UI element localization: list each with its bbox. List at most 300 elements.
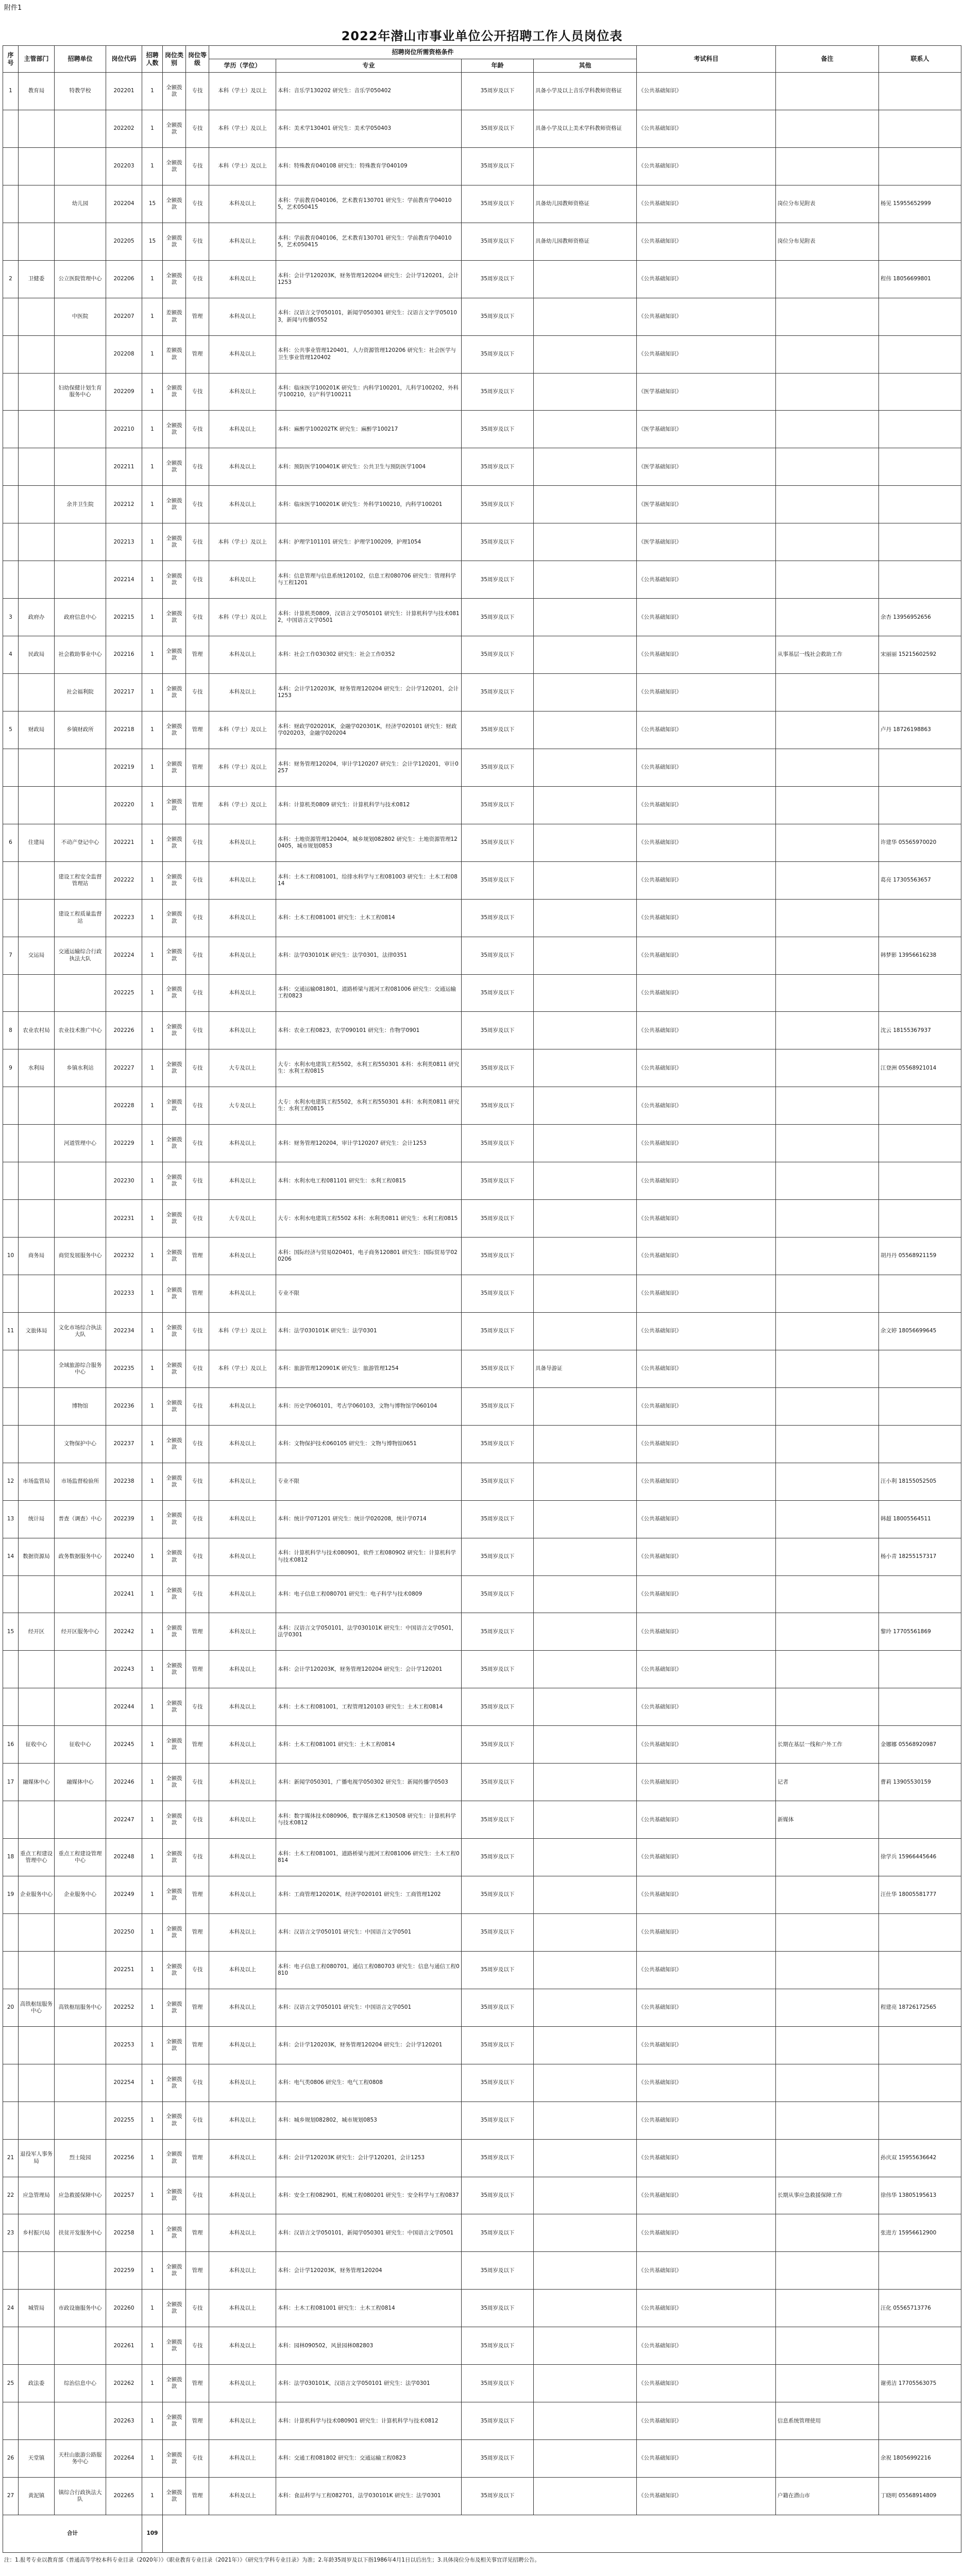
cell-code: 202241 bbox=[106, 1575, 142, 1613]
cell-edu: 本科及以上 bbox=[209, 1500, 276, 1538]
cell-other bbox=[534, 2327, 637, 2365]
cell-type: 全额拨款 bbox=[163, 1913, 186, 1951]
cell-seq bbox=[3, 147, 19, 185]
cell-edu: 本科及以上 bbox=[209, 1801, 276, 1839]
cell-level: 专技 bbox=[186, 1688, 209, 1726]
cell-other bbox=[534, 1125, 637, 1162]
cell-contact: 程建亮 18726172565 bbox=[879, 1989, 961, 2026]
cell-unit: 应急救援保障中心 bbox=[55, 2177, 106, 2214]
cell-seq bbox=[3, 974, 19, 1012]
cell-contact bbox=[879, 486, 961, 523]
cell-level: 专技 bbox=[186, 523, 209, 561]
cell-age: 35周岁及以下 bbox=[462, 2478, 534, 2515]
cell-other bbox=[534, 1275, 637, 1313]
cell-level: 管理 bbox=[186, 2214, 209, 2252]
cell-contact bbox=[879, 1387, 961, 1425]
cell-remark bbox=[776, 1989, 879, 2026]
cell-edu: 本科及以上 bbox=[209, 2252, 276, 2290]
cell-num: 1 bbox=[142, 861, 163, 899]
cell-edu: 大专及以上 bbox=[209, 1087, 276, 1125]
table-row bbox=[3, 147, 961, 185]
cell-type: 全额拨款 bbox=[163, 1651, 186, 1688]
cell-age: 35周岁及以下 bbox=[462, 1726, 534, 1764]
cell-seq: 16 bbox=[3, 1726, 19, 1764]
cell-level: 专技 bbox=[186, 1463, 209, 1500]
cell-edu: 本科及以上 bbox=[209, 561, 276, 599]
cell-age: 35周岁及以下 bbox=[462, 1764, 534, 1801]
cell-type: 全额拨款 bbox=[163, 373, 186, 411]
table-row bbox=[3, 2290, 961, 2327]
cell-edu: 本科（学士）及以上 bbox=[209, 599, 276, 636]
cell-contact: 葛亮 17305563657 bbox=[879, 861, 961, 899]
cell-contact: 宋丽丽 15215602592 bbox=[879, 636, 961, 674]
cell-seq: 14 bbox=[3, 1538, 19, 1575]
cell-exam: 《公共基础知识》 bbox=[637, 2252, 776, 2290]
header-contact: 联系人 bbox=[879, 46, 961, 73]
cell-edu: 本科及以上 bbox=[209, 1125, 276, 1162]
cell-exam: 《公共基础知识》 bbox=[637, 2214, 776, 2252]
cell-level: 专技 bbox=[186, 861, 209, 899]
cell-dept: 城管局 bbox=[19, 2290, 55, 2327]
cell-code: 202262 bbox=[106, 2365, 142, 2402]
cell-other bbox=[534, 2402, 637, 2440]
cell-other bbox=[534, 1764, 637, 1801]
cell-seq: 17 bbox=[3, 1764, 19, 1801]
cell-seq: 8 bbox=[3, 1012, 19, 1049]
cell-exam: 《公共基础知识》 bbox=[637, 1275, 776, 1313]
cell-contact bbox=[879, 2026, 961, 2064]
cell-dept bbox=[19, 110, 55, 147]
cell-num: 1 bbox=[142, 1275, 163, 1313]
cell-contact: 余祝 18056992216 bbox=[879, 2440, 961, 2478]
table-row bbox=[3, 1275, 961, 1313]
cell-exam: 《公共基础知识》 bbox=[637, 1200, 776, 1238]
cell-dept bbox=[19, 2327, 55, 2365]
cell-dept: 企业服务中心 bbox=[19, 1876, 55, 1914]
cell-remark bbox=[776, 1012, 879, 1049]
cell-dept bbox=[19, 1275, 55, 1313]
cell-remark bbox=[776, 147, 879, 185]
table-row bbox=[3, 185, 961, 223]
cell-other bbox=[534, 786, 637, 824]
cell-code: 202217 bbox=[106, 674, 142, 711]
header-num: 招聘人数 bbox=[142, 46, 163, 73]
cell-remark bbox=[776, 674, 879, 711]
cell-code: 202234 bbox=[106, 1312, 142, 1350]
cell-other bbox=[534, 599, 637, 636]
cell-unit bbox=[55, 2252, 106, 2290]
cell-other bbox=[534, 2214, 637, 2252]
cell-num: 1 bbox=[142, 824, 163, 861]
cell-major: 专业不限 bbox=[276, 1275, 462, 1313]
cell-remark bbox=[776, 2064, 879, 2102]
page-title: 2022年潜山市事业单位公开招聘工作人员岗位表 bbox=[341, 29, 623, 43]
cell-type: 全额拨款 bbox=[163, 711, 186, 749]
cell-major: 本科：学前教育040106，艺术教育130701 研究生：学前教育学040105，艺术050415 bbox=[276, 185, 462, 223]
cell-exam: 《公共基础知识》 bbox=[637, 749, 776, 786]
cell-type: 全额拨款 bbox=[163, 147, 186, 185]
cell-unit bbox=[55, 749, 106, 786]
cell-remark bbox=[776, 2290, 879, 2327]
cell-type: 全额拨款 bbox=[163, 1764, 186, 1801]
cell-other bbox=[534, 523, 637, 561]
cell-other: 具备幼儿园教师资格证 bbox=[534, 223, 637, 260]
cell-code: 202233 bbox=[106, 1275, 142, 1313]
cell-code: 202206 bbox=[106, 260, 142, 298]
cell-type: 全额拨款 bbox=[163, 223, 186, 260]
cell-seq: 11 bbox=[3, 1312, 19, 1350]
cell-edu: 本科及以上 bbox=[209, 1913, 276, 1951]
cell-type: 差额拨款 bbox=[163, 335, 186, 373]
cell-seq: 15 bbox=[3, 1613, 19, 1651]
cell-age: 35周岁及以下 bbox=[462, 448, 534, 486]
cell-level: 专技 bbox=[186, 1162, 209, 1200]
cell-contact bbox=[879, 1350, 961, 1387]
cell-level: 专技 bbox=[186, 1425, 209, 1463]
cell-exam: 《公共基础知识》 bbox=[637, 1801, 776, 1839]
cell-level: 专技 bbox=[186, 1200, 209, 1238]
cell-code: 202247 bbox=[106, 1801, 142, 1839]
cell-dept: 数据资源局 bbox=[19, 1538, 55, 1575]
cell-unit bbox=[55, 1951, 106, 1989]
cell-age: 35周岁及以下 bbox=[462, 2327, 534, 2365]
cell-seq bbox=[3, 2252, 19, 2290]
cell-contact bbox=[879, 1200, 961, 1238]
cell-age: 35周岁及以下 bbox=[462, 1275, 534, 1313]
cell-level: 管理 bbox=[186, 1651, 209, 1688]
cell-seq bbox=[3, 1087, 19, 1125]
cell-unit: 社会福利院 bbox=[55, 674, 106, 711]
cell-exam: 《公共基础知识》 bbox=[637, 298, 776, 335]
cell-seq bbox=[3, 861, 19, 899]
cell-other bbox=[534, 147, 637, 185]
cell-code: 202221 bbox=[106, 824, 142, 861]
cell-edu: 本科及以上 bbox=[209, 1575, 276, 1613]
cell-contact bbox=[879, 1275, 961, 1313]
cell-other bbox=[534, 298, 637, 335]
cell-dept: 水利局 bbox=[19, 1049, 55, 1087]
cell-code: 202265 bbox=[106, 2478, 142, 2515]
cell-contact: 徐学兵 15966445646 bbox=[879, 1839, 961, 1876]
cell-edu: 本科及以上 bbox=[209, 1012, 276, 1049]
table-row bbox=[3, 674, 961, 711]
cell-type: 全额拨款 bbox=[163, 1087, 186, 1125]
table-row bbox=[3, 1726, 961, 1764]
cell-exam: 《公共基础知识》 bbox=[637, 1387, 776, 1425]
cell-level: 专技 bbox=[186, 411, 209, 448]
cell-type: 全额拨款 bbox=[163, 1801, 186, 1839]
cell-unit: 建设工程质量监督站 bbox=[55, 899, 106, 937]
cell-seq: 26 bbox=[3, 2440, 19, 2478]
cell-seq bbox=[3, 1651, 19, 1688]
cell-edu: 本科及以上 bbox=[209, 185, 276, 223]
cell-seq bbox=[3, 1688, 19, 1726]
cell-contact: 杨小青 18255157317 bbox=[879, 1538, 961, 1575]
cell-major: 本科：计算机科学与技术080901 研究生：计算机科学与技术0812 bbox=[276, 2402, 462, 2440]
cell-exam: 《公共基础知识》 bbox=[637, 861, 776, 899]
cell-level: 管理 bbox=[186, 636, 209, 674]
table-row bbox=[3, 2440, 961, 2478]
cell-code: 202257 bbox=[106, 2177, 142, 2214]
cell-remark bbox=[776, 1651, 879, 1688]
table-row bbox=[3, 1350, 961, 1387]
cell-unit bbox=[55, 1087, 106, 1125]
cell-type: 全额拨款 bbox=[163, 2026, 186, 2064]
cell-unit bbox=[55, 1575, 106, 1613]
cell-age: 35周岁及以下 bbox=[462, 1651, 534, 1688]
cell-age: 35周岁及以下 bbox=[462, 1688, 534, 1726]
cell-age: 35周岁及以下 bbox=[462, 1801, 534, 1839]
cell-code: 202254 bbox=[106, 2064, 142, 2102]
cell-age: 35周岁及以下 bbox=[462, 260, 534, 298]
cell-other bbox=[534, 1200, 637, 1238]
cell-seq bbox=[3, 1425, 19, 1463]
cell-age: 35周岁及以下 bbox=[462, 1839, 534, 1876]
cell-seq bbox=[3, 2102, 19, 2139]
cell-contact: 金娜娜 05568920987 bbox=[879, 1726, 961, 1764]
cell-code: 202219 bbox=[106, 749, 142, 786]
cell-code: 202229 bbox=[106, 1125, 142, 1162]
table-row bbox=[3, 2177, 961, 2214]
cell-exam: 《公共基础知识》 bbox=[637, 1162, 776, 1200]
cell-type: 全额拨款 bbox=[163, 674, 186, 711]
table-row bbox=[3, 110, 961, 147]
cell-edu: 本科及以上 bbox=[209, 2440, 276, 2478]
cell-level: 专技 bbox=[186, 1538, 209, 1575]
cell-major: 大专：水利水电建筑工程5502，水利工程550301 本科：水利类0811 研究生：水利工程0815 bbox=[276, 1049, 462, 1087]
table-row bbox=[3, 786, 961, 824]
cell-remark: 长期在基层一线和户外工作 bbox=[776, 1726, 879, 1764]
cell-code: 202260 bbox=[106, 2290, 142, 2327]
cell-exam: 《公共基础知识》 bbox=[637, 335, 776, 373]
cell-num: 1 bbox=[142, 1764, 163, 1801]
cell-level: 专技 bbox=[186, 937, 209, 974]
cell-major: 本科：财政学020201K，金融学020301K，经济学020101 研究生：财政学020203，金融学020204 bbox=[276, 711, 462, 749]
cell-exam: 《公共基础知识》 bbox=[637, 1839, 776, 1876]
cell-code: 202238 bbox=[106, 1463, 142, 1500]
cell-exam: 《公共基础知识》 bbox=[637, 2026, 776, 2064]
cell-major: 本科：国际经济与贸易020401，电子商务120801 研究生：国际贸易学020206 bbox=[276, 1238, 462, 1275]
cell-contact bbox=[879, 223, 961, 260]
cell-remark bbox=[776, 1500, 879, 1538]
cell-age: 35周岁及以下 bbox=[462, 486, 534, 523]
cell-contact: 江登洲 05568921014 bbox=[879, 1049, 961, 1087]
cell-age: 35周岁及以下 bbox=[462, 2214, 534, 2252]
cell-seq: 9 bbox=[3, 1049, 19, 1087]
cell-contact bbox=[879, 674, 961, 711]
cell-major: 本科：土木工程081001，工程管理120103 研究生：土木工程0814 bbox=[276, 1688, 462, 1726]
cell-type: 全额拨款 bbox=[163, 1575, 186, 1613]
cell-other bbox=[534, 899, 637, 937]
cell-unit: 幼儿园 bbox=[55, 185, 106, 223]
cell-other bbox=[534, 1049, 637, 1087]
cell-age: 35周岁及以下 bbox=[462, 1087, 534, 1125]
cell-remark bbox=[776, 486, 879, 523]
cell-level: 专技 bbox=[186, 486, 209, 523]
cell-dept: 高铁枢纽服务中心 bbox=[19, 1989, 55, 2026]
cell-code: 202205 bbox=[106, 223, 142, 260]
table-row bbox=[3, 561, 961, 599]
cell-remark bbox=[776, 2102, 879, 2139]
cell-edu: 本科及以上 bbox=[209, 974, 276, 1012]
cell-level: 专技 bbox=[186, 1312, 209, 1350]
cell-other bbox=[534, 674, 637, 711]
cell-num: 1 bbox=[142, 335, 163, 373]
table-row bbox=[3, 2365, 961, 2402]
cell-other bbox=[534, 2177, 637, 2214]
cell-major: 本科：农业工程0823，农学090101 研究生：作物学0901 bbox=[276, 1012, 462, 1049]
cell-level: 专技 bbox=[186, 1012, 209, 1049]
cell-other bbox=[534, 2102, 637, 2139]
cell-age: 35周岁及以下 bbox=[462, 711, 534, 749]
cell-contact bbox=[879, 749, 961, 786]
cell-seq bbox=[3, 1200, 19, 1238]
cell-num: 1 bbox=[142, 2252, 163, 2290]
table-row bbox=[3, 1500, 961, 1538]
cell-remark bbox=[776, 899, 879, 937]
cell-type: 全额拨款 bbox=[163, 2252, 186, 2290]
cell-unit bbox=[55, 786, 106, 824]
cell-unit bbox=[55, 1275, 106, 1313]
table-row bbox=[3, 73, 961, 110]
cell-major: 本科：土木工程081001，给排水科学与工程081003 研究生：土木工程0814 bbox=[276, 861, 462, 899]
cell-level: 管理 bbox=[186, 335, 209, 373]
cell-remark: 长期从事应急救援保障工作 bbox=[776, 2177, 879, 2214]
cell-major: 本科：汉语言文学050101，法学030101K 研究生：中国语言文学0501，法学0301 bbox=[276, 1613, 462, 1651]
cell-dept bbox=[19, 561, 55, 599]
table-row bbox=[3, 599, 961, 636]
cell-unit: 不动产登记中心 bbox=[55, 824, 106, 861]
cell-seq bbox=[3, 486, 19, 523]
cell-other bbox=[534, 1726, 637, 1764]
cell-type: 全额拨款 bbox=[163, 1463, 186, 1500]
cell-unit: 建设工程安全监督管理站 bbox=[55, 861, 106, 899]
cell-type: 全额拨款 bbox=[163, 599, 186, 636]
cell-dept: 黄泥镇 bbox=[19, 2478, 55, 2515]
cell-type: 全额拨款 bbox=[163, 2402, 186, 2440]
cell-edu: 本科及以上 bbox=[209, 2365, 276, 2402]
cell-level: 专技 bbox=[186, 2177, 209, 2214]
cell-other bbox=[534, 824, 637, 861]
cell-exam: 《公共基础知识》 bbox=[637, 1538, 776, 1575]
table-row bbox=[3, 2139, 961, 2177]
positions-table bbox=[3, 45, 961, 2553]
cell-edu: 本科（学士）及以上 bbox=[209, 147, 276, 185]
table-row bbox=[3, 1238, 961, 1275]
cell-major: 本科：安全工程082901，机械工程080201 研究生：安全科学与工程0837 bbox=[276, 2177, 462, 2214]
header-unit: 招聘单位 bbox=[55, 46, 106, 73]
cell-exam: 《公共基础知识》 bbox=[637, 2139, 776, 2177]
cell-contact bbox=[879, 1575, 961, 1613]
cell-remark bbox=[776, 2252, 879, 2290]
cell-exam: 《公共基础知识》 bbox=[637, 1989, 776, 2026]
cell-num: 1 bbox=[142, 974, 163, 1012]
cell-dept: 文旅体局 bbox=[19, 1312, 55, 1350]
cell-dept bbox=[19, 2402, 55, 2440]
cell-other bbox=[534, 2252, 637, 2290]
cell-unit bbox=[55, 974, 106, 1012]
cell-age: 35周岁及以下 bbox=[462, 1913, 534, 1951]
cell-age: 35周岁及以下 bbox=[462, 1387, 534, 1425]
cell-other bbox=[534, 2478, 637, 2515]
cell-type: 全额拨款 bbox=[163, 1162, 186, 1200]
cell-type: 全额拨款 bbox=[163, 1839, 186, 1876]
cell-contact: 汪仕华 18005581777 bbox=[879, 1876, 961, 1914]
cell-num: 1 bbox=[142, 674, 163, 711]
cell-seq bbox=[3, 786, 19, 824]
cell-age: 35周岁及以下 bbox=[462, 861, 534, 899]
cell-edu: 本科及以上 bbox=[209, 2102, 276, 2139]
cell-exam: 《公共基础知识》 bbox=[637, 599, 776, 636]
cell-edu: 本科及以上 bbox=[209, 1726, 276, 1764]
cell-edu: 本科及以上 bbox=[209, 2402, 276, 2440]
cell-level: 管理 bbox=[186, 1913, 209, 1951]
cell-remark bbox=[776, 1951, 879, 1989]
cell-type: 全额拨款 bbox=[163, 786, 186, 824]
cell-major: 本科：食品科学与工程082701，法学030101K 研究生：法学0301 bbox=[276, 2478, 462, 2515]
table-row bbox=[3, 335, 961, 373]
cell-type: 全额拨款 bbox=[163, 2214, 186, 2252]
cell-other: 具备幼儿园教师资格证 bbox=[534, 185, 637, 223]
header-remark: 备注 bbox=[776, 46, 879, 73]
cell-unit: 文物保护中心 bbox=[55, 1425, 106, 1463]
cell-type: 全额拨款 bbox=[163, 561, 186, 599]
cell-num: 1 bbox=[142, 786, 163, 824]
cell-unit: 全域旅游综合服务中心 bbox=[55, 1350, 106, 1387]
cell-dept bbox=[19, 486, 55, 523]
cell-other bbox=[534, 2440, 637, 2478]
cell-exam: 《公共基础知识》 bbox=[637, 223, 776, 260]
cell-age: 35周岁及以下 bbox=[462, 1012, 534, 1049]
cell-exam: 《公共基础知识》 bbox=[637, 1913, 776, 1951]
cell-contact: 孙庆双 15955636642 bbox=[879, 2139, 961, 2177]
cell-type: 全额拨款 bbox=[163, 1538, 186, 1575]
cell-num: 1 bbox=[142, 373, 163, 411]
cell-unit: 社会救助事业中心 bbox=[55, 636, 106, 674]
cell-major: 本科：计算机类0809，汉语言文学050101 研究生：计算机科学与技术0812，中国语言文学0501 bbox=[276, 599, 462, 636]
cell-code: 202256 bbox=[106, 2139, 142, 2177]
cell-remark bbox=[776, 1049, 879, 1087]
table-row bbox=[3, 448, 961, 486]
cell-remark bbox=[776, 1312, 879, 1350]
table-row bbox=[3, 1012, 961, 1049]
cell-unit: 政务数据服务中心 bbox=[55, 1538, 106, 1575]
cell-dept: 天堂镇 bbox=[19, 2440, 55, 2478]
cell-num: 1 bbox=[142, 1839, 163, 1876]
cell-num: 1 bbox=[142, 1500, 163, 1538]
cell-code: 202223 bbox=[106, 899, 142, 937]
table-row bbox=[3, 2402, 961, 2440]
cell-other bbox=[534, 2290, 637, 2327]
cell-code: 202258 bbox=[106, 2214, 142, 2252]
cell-level: 专技 bbox=[186, 2290, 209, 2327]
cell-exam: 《公共基础知识》 bbox=[637, 73, 776, 110]
cell-age: 35周岁及以下 bbox=[462, 2102, 534, 2139]
cell-exam: 《公共基础知识》 bbox=[637, 1575, 776, 1613]
cell-num: 1 bbox=[142, 561, 163, 599]
total-row bbox=[3, 2515, 961, 2552]
cell-num: 1 bbox=[142, 2478, 163, 2515]
cell-unit bbox=[55, 2102, 106, 2139]
cell-dept bbox=[19, 2064, 55, 2102]
table-row bbox=[3, 1463, 961, 1500]
cell-type: 全额拨款 bbox=[163, 73, 186, 110]
cell-dept: 乡村振兴局 bbox=[19, 2214, 55, 2252]
cell-exam: 《公共基础知识》 bbox=[637, 636, 776, 674]
cell-remark bbox=[776, 861, 879, 899]
cell-exam: 《公共基础知识》 bbox=[637, 2402, 776, 2440]
cell-remark bbox=[776, 1463, 879, 1500]
